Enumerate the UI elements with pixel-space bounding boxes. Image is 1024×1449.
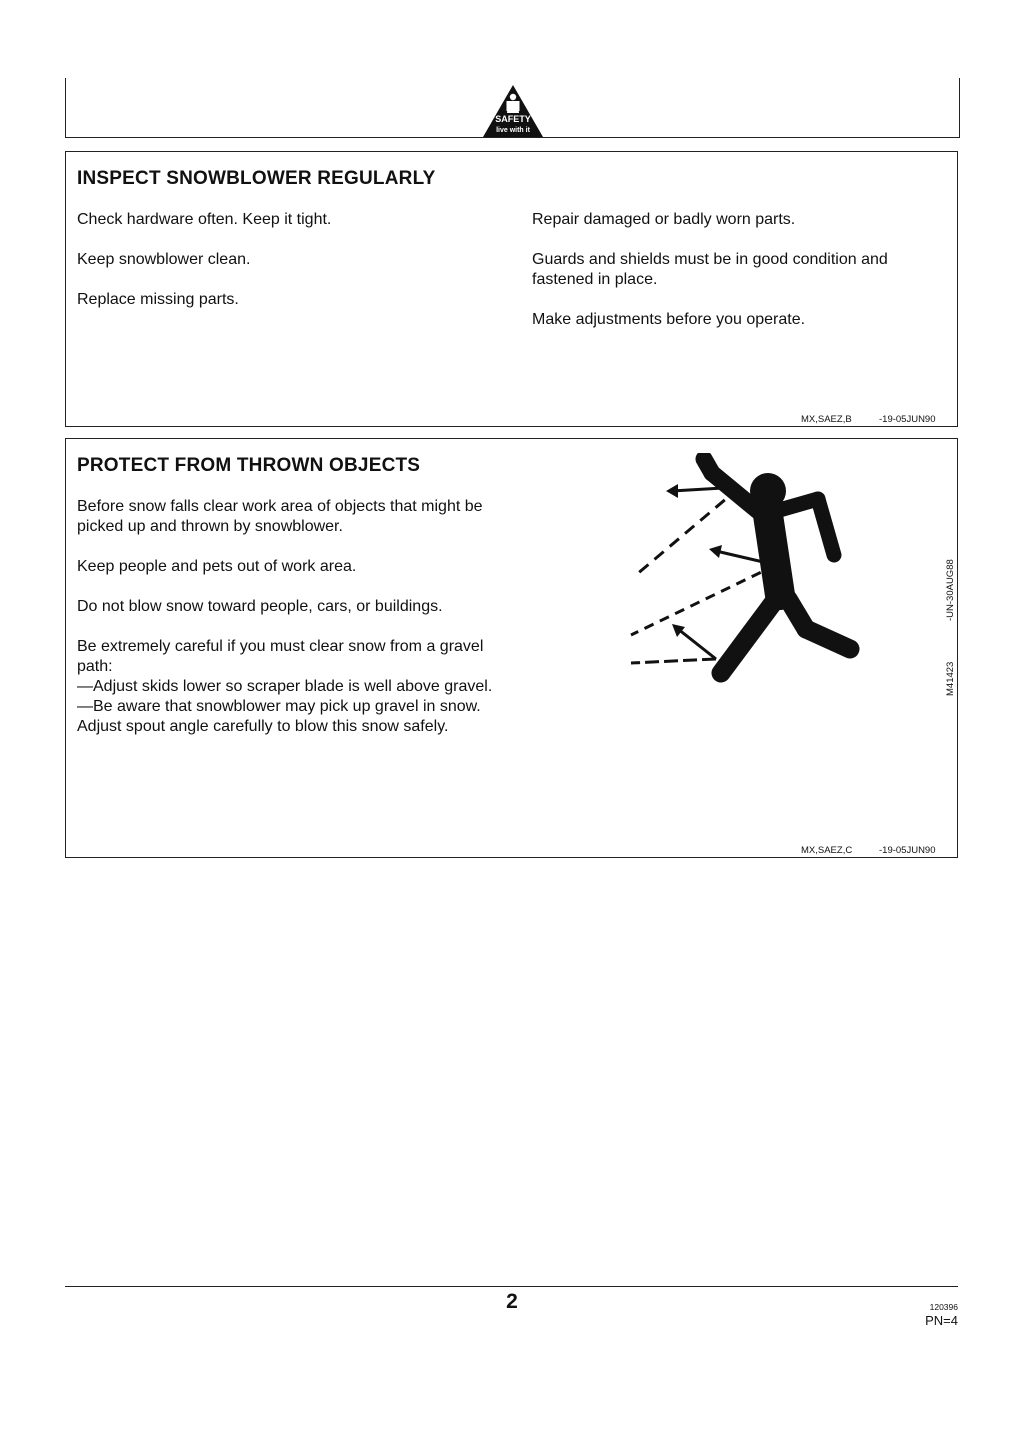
footer-rule [65,1286,958,1287]
instruction-text: Replace missing parts. [77,291,239,308]
section-title: PROTECT FROM THROWN OBJECTS [77,455,421,476]
figure-code: -UN-30AUG88 [945,559,956,621]
instruction-line: —Be aware that snowblower may pick up gravel in snow. Adjust spout angle carefully to blow this snow safely. [77,698,481,735]
reference-code: MX,SAEZ,C [801,845,853,856]
safety-badge [482,84,544,138]
reference-date: -19-05JUN90 [879,845,936,856]
right-column [532,210,932,330]
section-protect-thrown-objects [65,438,958,858]
safety-triangle-icon [482,84,544,138]
instruction-text: Keep snowblower clean. [77,251,251,268]
instruction-text: Make adjustments before you operate. [532,311,806,328]
figure-id: M41423 [945,661,956,696]
section-inspect-snowblower [65,151,958,427]
instruction-line: Be extremely careful if you must clear snow from a gravel path: [77,638,484,675]
page-number: 2 [506,1290,518,1313]
instruction-text: Repair damaged or badly worn parts. [532,211,796,228]
instruction-text: Keep people and pets out of work area. [77,558,357,575]
doc-number: 120396 [929,1302,958,1312]
gravel-instructions [77,637,507,737]
thrown-objects-illustration [626,453,866,693]
left-column [77,210,497,310]
instruction-text: Do not blow snow toward people, cars, or buildings. [77,598,443,615]
reference-date: -19-05JUN90 [879,414,936,425]
reference-code: MX,SAEZ,B [801,414,852,425]
safety-badge-line1: SAFETY [495,114,531,124]
section-title: INSPECT SNOWBLOWER REGULARLY [77,168,436,189]
instruction-column [77,497,507,737]
pn-code: PN=4 [925,1313,958,1328]
instruction-text: Check hardware often. Keep it tight. [77,211,332,228]
instruction-text: Before snow falls clear work area of objects that might be picked up and thrown by snowblower. [77,498,483,535]
instruction-line: —Adjust skids lower so scraper blade is well above gravel. [77,678,493,695]
instruction-text: Guards and shields must be in good condition and fastened in place. [532,251,888,288]
safety-badge-line2: live with it [496,127,530,134]
thrown-object-hazard-icon [626,453,866,693]
